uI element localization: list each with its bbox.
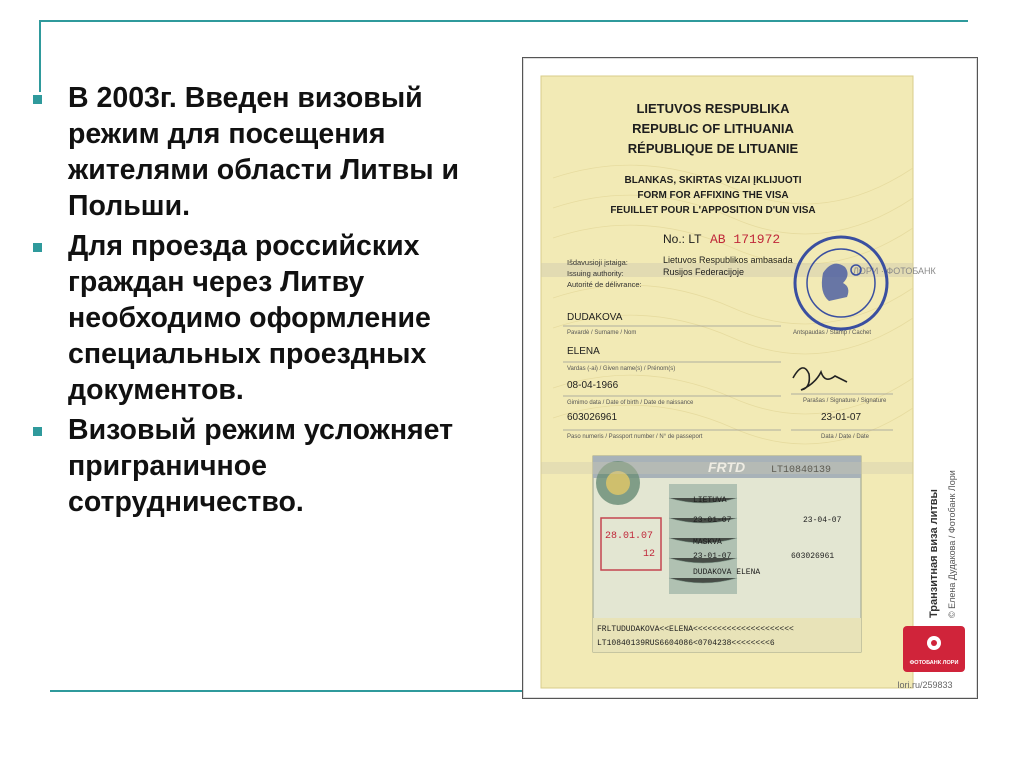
source-url: lori.ru/259833: [897, 680, 953, 690]
date-label: Data / Date / Date: [821, 434, 870, 440]
passport-label: Paso numeris / Passport number / N° de passeport: [567, 434, 703, 440]
visa-header-line: LIETUVOS RESPUBLIKA: [636, 101, 790, 116]
sticker-issued: 23-01-07: [693, 552, 732, 561]
sticker-passport: 603026961: [791, 552, 835, 561]
given-name-value: ELENA: [567, 346, 600, 357]
bullet-list: [30, 80, 510, 524]
watermark-text: ЛОРИ · ФОТОБАНК: [853, 266, 936, 276]
visa-form-title: FEUILLET POUR L'APPOSITION D'UN VISA: [610, 205, 816, 216]
visa-number-label: No.: LT: [663, 232, 702, 246]
authority-value: Lietuvos Respublikos ambasada: [663, 255, 793, 265]
bullet-item: [30, 412, 510, 520]
visa-header-line: REPUBLIC OF LITHUANIA: [632, 121, 794, 136]
dob-label: Gimimo data / Date of birth / Date de naissance: [567, 400, 694, 406]
sticker-number: LT10840139: [771, 465, 832, 476]
mrz-line-2: LT10840139RUS6604086<0704238<<<<<<<<6: [597, 639, 775, 648]
issue-date-value: 23-01-07: [821, 412, 862, 423]
surname-value: DUDAKOVA: [567, 312, 623, 323]
mrz-line-1: FRLTUDUDAKOVA<<ELENA<<<<<<<<<<<<<<<<<<<<<: [597, 625, 794, 634]
sticker-valid-to: 23-04-07: [803, 516, 842, 525]
signature-label: Parašas / Signature / Signature: [803, 398, 887, 404]
authority-label: Autorité de délivrance:: [567, 280, 642, 289]
bullet-square-icon: [33, 243, 42, 252]
sticker-valid-from: 23-01-07: [693, 516, 732, 525]
fotobank-lori-logo: [903, 626, 965, 672]
side-caption: Транзитная виза литвы: [928, 489, 940, 618]
authority-value: Rusijos Federacijoje: [663, 267, 745, 277]
visa-form-title: FORM FOR AFFIXING THE VISA: [637, 190, 789, 201]
sticker-country: LIETUVA: [693, 496, 727, 505]
authority-label: Išdavusioji įstaiga:: [567, 258, 628, 267]
side-credit: © Елена Дудакова / Фотобанк Лори: [947, 470, 957, 618]
bullet-item: [30, 80, 510, 224]
sticker-place: MASKVA: [693, 538, 722, 547]
top-divider-line: [40, 20, 968, 22]
visa-header-line: RÉPUBLIQUE DE LITUANIE: [627, 141, 799, 156]
seal-label: Antspaudas / Stamp / Cachet: [793, 330, 872, 336]
dob-value: 08-04-1966: [567, 380, 619, 391]
given-name-label: Vardas (-ai) / Given name(s) / Prénom(s): [567, 366, 676, 372]
visa-photo: [522, 57, 978, 699]
bullet-text: В 2003г. Введен визовый режим для посещения жителями области Литвы и Польши.: [68, 82, 460, 222]
passport-value: 603026961: [567, 412, 618, 423]
logo-text: ФОТОБАНК ЛОРИ: [909, 660, 959, 666]
visa-number-value: AB 171972: [710, 232, 781, 247]
surname-label: Pavardė / Surname / Nom: [567, 330, 637, 336]
bullet-item: [30, 228, 510, 408]
visa-document-illustration: [523, 58, 977, 698]
stamp-number: 12: [643, 549, 656, 560]
bullet-text: Визовый режим усложняет приграничное сотрудничество.: [68, 414, 454, 518]
visa-form-title: BLANKAS, SKIRTAS VIZAI ĮKLIJUOTI: [624, 175, 802, 186]
authority-label: Issuing authority:: [567, 269, 624, 278]
bottom-divider-line: [50, 690, 526, 692]
stamp-date: 28.01.07: [605, 531, 654, 542]
sticker-title: FRTD: [708, 459, 746, 475]
bullet-text: Для проезда российских граждан через Литву необходимо оформление специальных проездных документов.: [68, 230, 431, 406]
bullet-square-icon: [33, 95, 42, 104]
frtd-visa-sticker: [593, 456, 861, 652]
sticker-name: DUDAKOVA ELENA: [693, 568, 761, 577]
bullet-square-icon: [33, 427, 42, 436]
